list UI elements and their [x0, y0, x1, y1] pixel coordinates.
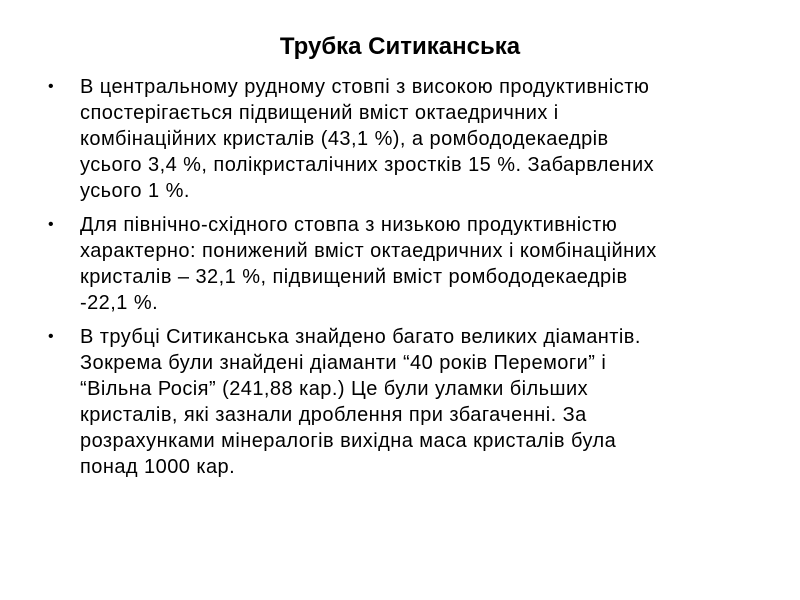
text-line: понад 1000 кар. — [80, 456, 236, 478]
text-line: розрахунками мінералогів вихідна маса кристалів була — [80, 430, 617, 452]
text-line: спостерігається підвищений вміст октаедричних і — [80, 102, 559, 124]
bullet-item — [48, 212, 788, 316]
text-line: В трубці Ситиканська знайдено багато великих діамантів. — [80, 326, 641, 348]
text-line: характерно: понижений вміст октаедричних і комбінаційних — [80, 240, 657, 262]
text-line: Зокрема були знайдені діаманти “40 років Перемоги” і — [80, 352, 607, 374]
text-line: кристалів – 32,1 %, підвищений вміст ромбододекаедрів — [80, 266, 628, 288]
text-line: -22,1 %. — [80, 292, 159, 314]
bullet-icon: • — [48, 328, 54, 345]
text-line: усього 3,4 %, полікристалічних зростків 15 %. Забарвлених — [80, 154, 655, 176]
text-line: усього 1 %. — [80, 180, 190, 202]
bullet-item — [48, 74, 788, 204]
text-line: В центральному рудному стовпі з високою продуктивністю — [80, 76, 650, 98]
slide-title: Трубка Ситиканська — [279, 33, 521, 60]
text-line: Для північно-східного стовпа з низькою продуктивністю — [80, 214, 618, 236]
bullet-list — [48, 74, 788, 488]
bullet-item — [48, 324, 788, 480]
text-line: кристалів, які зазнали дроблення при збагаченні. За — [80, 404, 587, 426]
bullet-icon: • — [48, 78, 54, 95]
text-line: “Вільна Росія” (241,88 кар.) Це були уламки більших — [80, 378, 589, 400]
text-line: комбінаційних кристалів (43,1 %), а ромбододекаедрів — [80, 128, 609, 150]
bullet-icon: • — [48, 216, 54, 233]
